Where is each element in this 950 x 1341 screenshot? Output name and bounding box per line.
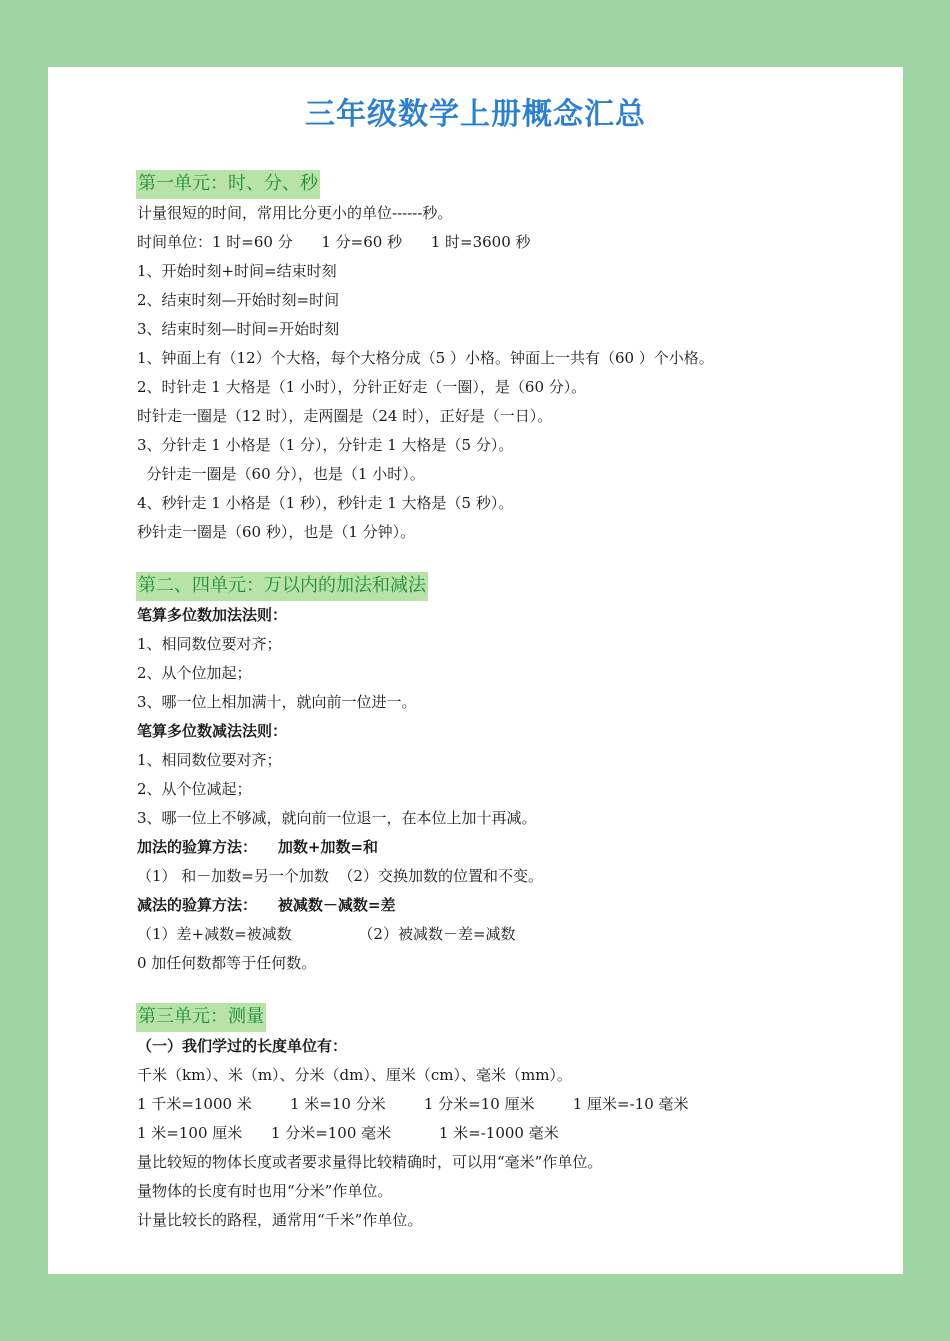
text-line: （1） 和－加数=另一个加数 （2）交换加数的位置和不变。 bbox=[137, 867, 543, 885]
text-line: 3、哪一位上不够减，就向前一位退一，在本位上加十再减。 bbox=[137, 809, 537, 827]
text-line: 1、相同数位要对齐； bbox=[137, 751, 282, 769]
unit-2-heading: 第二、四单元：万以内的加法和减法 bbox=[136, 572, 428, 601]
subtraction-rule-title: 笔算多位数减法法则： bbox=[137, 722, 288, 740]
text-line: 时间单位：1 时=60 分 1 分=60 秒 1 时=3600 秒 bbox=[137, 233, 531, 251]
text-line: 1 千米=1000 米 1 米=10 分米 1 分米=10 厘米 1 厘米=-10 毫米 bbox=[137, 1095, 689, 1113]
text-line: 2、从个位加起； bbox=[137, 664, 252, 682]
unit-2-section bbox=[137, 567, 877, 978]
text-line: 3、分针走 1 小格是（1 分），分针走 1 大格是（5 分）。 bbox=[137, 436, 514, 454]
text-line: 分针走一圈是（60 分），也是（1 小时）。 bbox=[137, 465, 425, 483]
text-line: （1）差+减数=被减数 （2）被减数－差=减数 bbox=[137, 925, 516, 943]
page-title: 三年级数学上册概念汇总 bbox=[305, 97, 646, 132]
text-line: 计量比较长的路程，通常用“千米”作单位。 bbox=[137, 1211, 423, 1229]
unit-3-heading: 第三单元：测量 bbox=[136, 1003, 266, 1032]
unit-1-section bbox=[137, 165, 877, 547]
addition-rule-title: 笔算多位数加法法则： bbox=[137, 606, 288, 624]
text-line: 1、相同数位要对齐； bbox=[137, 635, 282, 653]
text-line: 2、时针走 1 大格是（1 小时），分针正好走（一圈），是（60 分）。 bbox=[137, 378, 587, 396]
text-line: 量物体的长度有时也用“分米”作单位。 bbox=[137, 1182, 393, 1200]
text-line: 3、哪一位上相加满十，就向前一位进一。 bbox=[137, 693, 417, 711]
text-line: 千米（km）、米（m）、分米（dm）、厘米（cm）、毫米（mm）。 bbox=[137, 1066, 572, 1084]
text-line: 1、钟面上有（12）个大格，每个大格分成（5 ）小格。钟面上一共有（60 ）个小格。 bbox=[137, 349, 714, 367]
subtraction-check-title: 减法的验算方法： 被减数－减数=差 bbox=[137, 896, 396, 914]
document-content bbox=[137, 165, 877, 1235]
length-units-subtitle: （一）我们学过的长度单位有： bbox=[137, 1037, 348, 1055]
text-line: 量比较短的物体长度或者要求量得比较精确时，可以用“毫米”作单位。 bbox=[137, 1153, 603, 1171]
unit-3-section bbox=[137, 998, 877, 1235]
text-line: 0 加任何数都等于任何数。 bbox=[137, 954, 317, 972]
text-line: 4、秒针走 1 小格是（1 秒），秒针走 1 大格是（5 秒）。 bbox=[137, 494, 514, 512]
text-line: 秒针走一圈是（60 秒），也是（1 分钟）。 bbox=[137, 523, 416, 541]
text-line: 时针走一圈是（12 时），走两圈是（24 时），正好是（一日）。 bbox=[137, 407, 553, 425]
text-line: 计量很短的时间，常用比分更小的单位------秒。 bbox=[137, 204, 453, 222]
text-line: 1 米=100 厘米 1 分米=100 毫米 1 米=-1000 毫米 bbox=[137, 1124, 559, 1142]
unit-1-heading: 第一单元：时、分、秒 bbox=[136, 170, 320, 199]
document-page bbox=[48, 67, 903, 1274]
text-line: 2、结束时刻—开始时刻=时间 bbox=[137, 291, 340, 309]
text-line: 1、开始时刻+时间=结束时刻 bbox=[137, 262, 337, 280]
addition-check-title: 加法的验算方法： 加数+加数=和 bbox=[137, 838, 379, 856]
text-line: 3、结束时刻—时间=开始时刻 bbox=[137, 320, 340, 338]
text-line: 2、从个位减起； bbox=[137, 780, 252, 798]
